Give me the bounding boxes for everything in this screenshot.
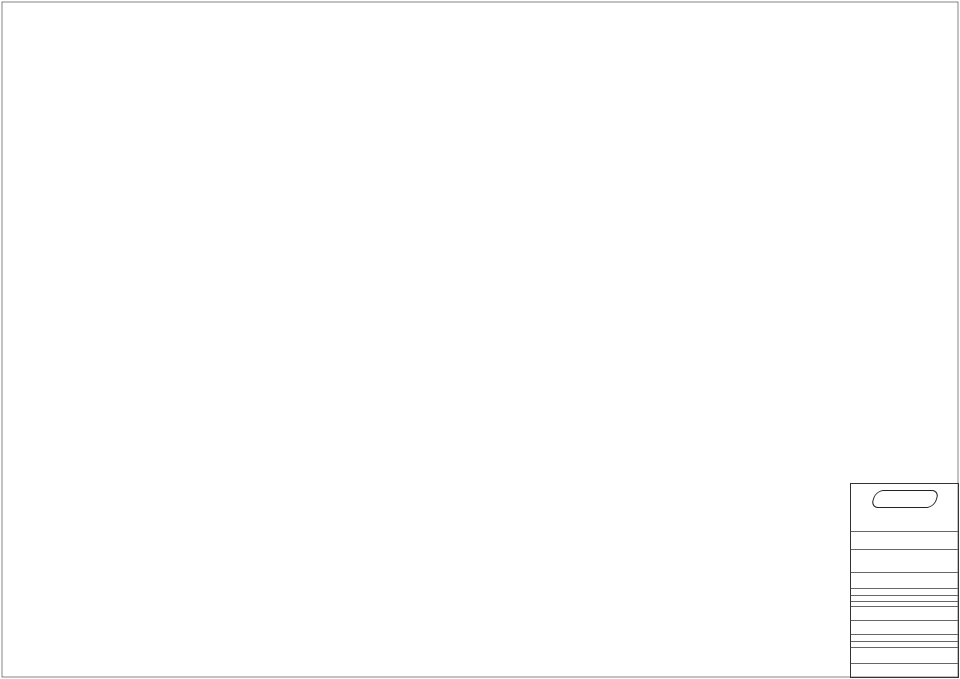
investor-row (851, 588, 958, 595)
contact-row (851, 531, 958, 550)
drawing-name-row (851, 572, 958, 588)
branch-row (851, 647, 958, 663)
checker-row (851, 620, 958, 633)
date-row (851, 663, 958, 678)
drafter-row (851, 634, 958, 641)
sheet-border (2, 2, 958, 677)
designer-row (851, 606, 958, 619)
company-logo (870, 490, 940, 508)
rights-row (851, 549, 958, 562)
title-block (850, 483, 959, 678)
rights-text (851, 550, 958, 552)
